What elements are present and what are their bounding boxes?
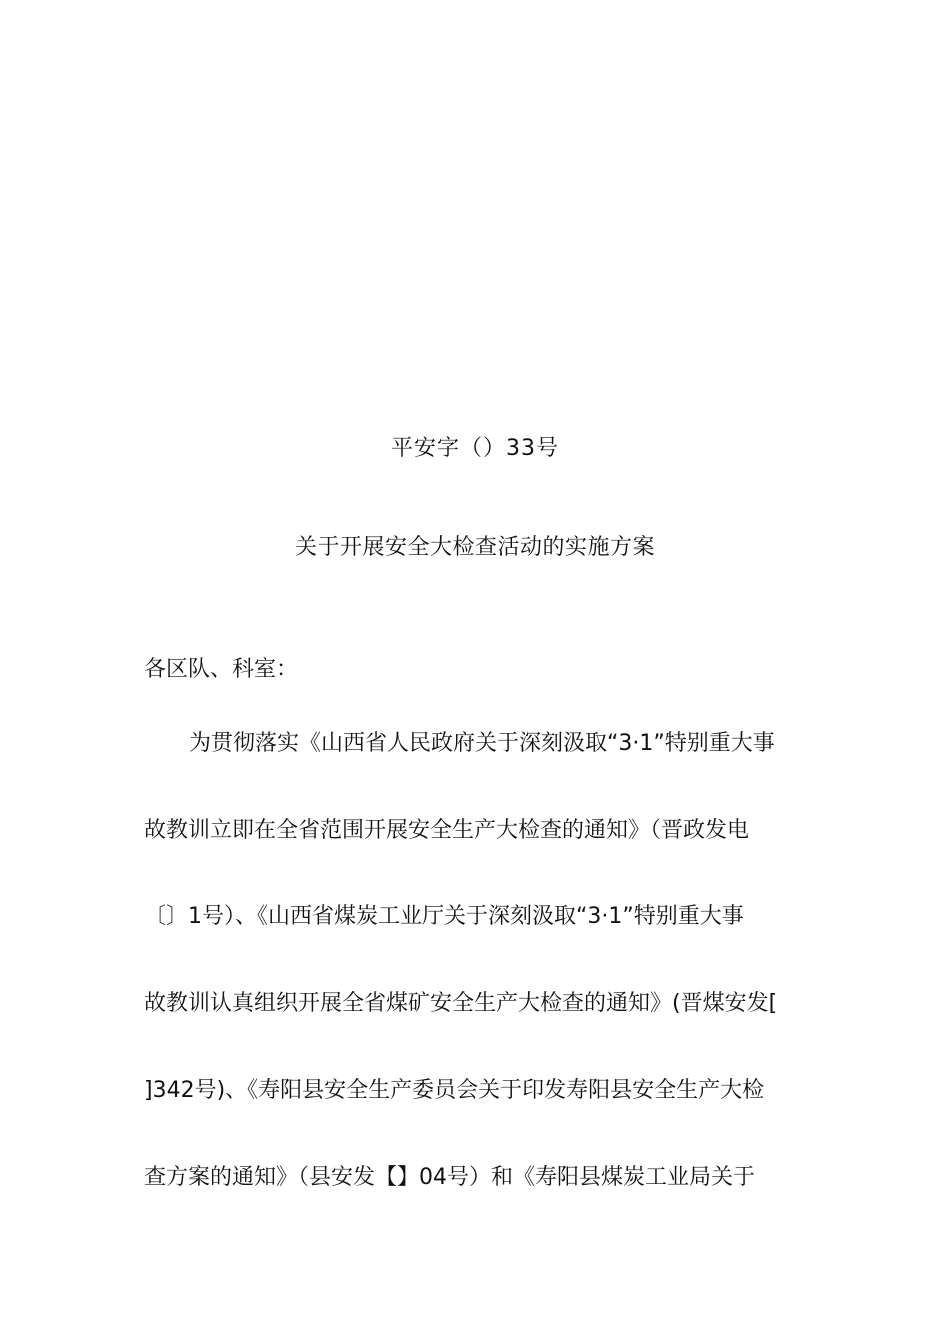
body-paragraph-line: 为贯彻落实《山西省人民政府关于深刻汲取“3·1”特别重大事 [189,731,775,756]
body-paragraph-line: 故教训立即在全省范围开展安全生产大检查的通知》（晋政发电 [144,818,750,843]
document-number: 平安字（）33号 [391,436,559,461]
body-paragraph-line: 故教训认真组织开展全省煤矿安全生产大检查的通知》(晋煤安发[ [144,991,778,1016]
body-paragraph-line: 查方案的通知》（县安发【】04号）和《寿阳县煤炭工业局关于 [144,1165,755,1190]
body-paragraph-line: ]342号)、《寿阳县安全生产委员会关于印发寿阳县安全生产大检 [144,1078,765,1103]
salutation: 各区队、科室： [144,657,299,682]
body-paragraph-line: 〔〕1号）、《山西省煤炭工业厅关于深刻汲取“3·1”特别重大事 [144,904,744,929]
document-title: 关于开展安全大检查活动的实施方案 [294,535,655,560]
